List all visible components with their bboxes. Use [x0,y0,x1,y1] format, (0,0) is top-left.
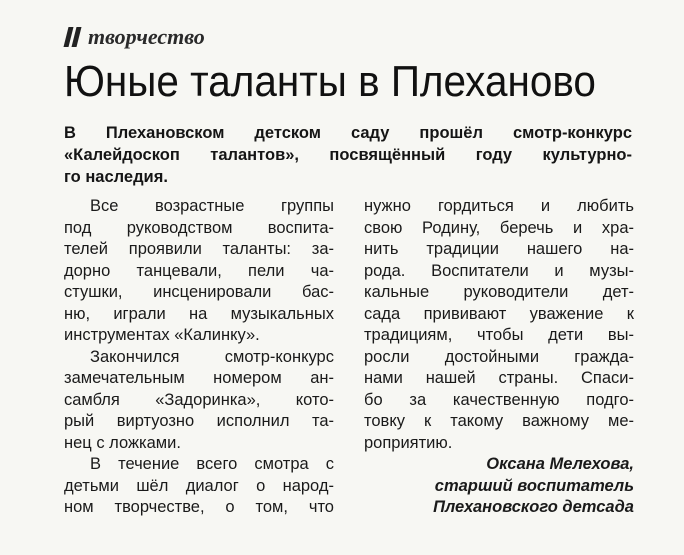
left-column [64,196,334,519]
text-line: рода. Воспитатели и музы- [364,261,634,280]
signature-org: Плехановского детсада [433,498,634,516]
signature-position: старший воспитатель [434,476,634,495]
text-line: самбля «Задоринка», кото- [64,390,334,409]
rubric-bars-icon [64,27,82,47]
text-line: Все возрастные группы [90,197,334,215]
text-line: рый виртуозно исполнил та- [64,412,334,430]
lead-paragraph [64,122,632,188]
text-line: детьми шёл диалог о народ- [64,476,334,495]
lead-line: «Калейдоскоп талантов», посвящённый году культурно- [64,146,632,164]
text-line: стушки, инсценировали бас- [64,283,334,301]
text-line: росли достойными гражда- [364,347,634,366]
text-line: нужно гордиться и любить [364,197,634,215]
text-line: Закончился смотр-конкурс [90,347,334,366]
rubric [64,24,205,50]
text-line: дорно танцевали, пели ча- [64,261,334,280]
text-line: свою Родину, беречь и хра- [364,218,634,237]
text-line: нами нашей страны. Спаси- [364,369,634,387]
rubric-label: творчество [88,24,205,49]
text-line: кальные руководители дет- [364,283,634,301]
lead-line: В Плехановском детском саду прошёл смотр-конкурс [64,124,632,142]
text-line: нец с ложками. [64,433,181,452]
text-line: под руководством воспита- [64,218,334,237]
signature-name: Оксана Мелехова, [486,455,634,473]
text-line: нить традиции нашего на- [364,240,634,258]
text-line: традициям, чтобы дети вы- [364,326,634,344]
headline: Юные таланты в Плеханово [64,57,596,106]
text-line: товку к такому важному ме- [364,412,634,430]
text-line: роприятию. [364,433,453,452]
text-line: замечательным номером ан- [64,369,334,387]
text-line: ном творчестве, о том, что [64,498,334,516]
text-line: телей проявили таланты: за- [64,240,334,258]
right-column [364,196,634,519]
text-line: ню, играли на музыкальных [64,304,334,323]
text-line: инструментах «Калинку». [64,326,260,344]
text-line: бо за качественную подго- [364,390,634,409]
lead-line: го наследия. [64,168,168,186]
text-line: сада прививают уважение к [364,304,634,323]
text-line: В течение всего смотра с [90,455,334,473]
